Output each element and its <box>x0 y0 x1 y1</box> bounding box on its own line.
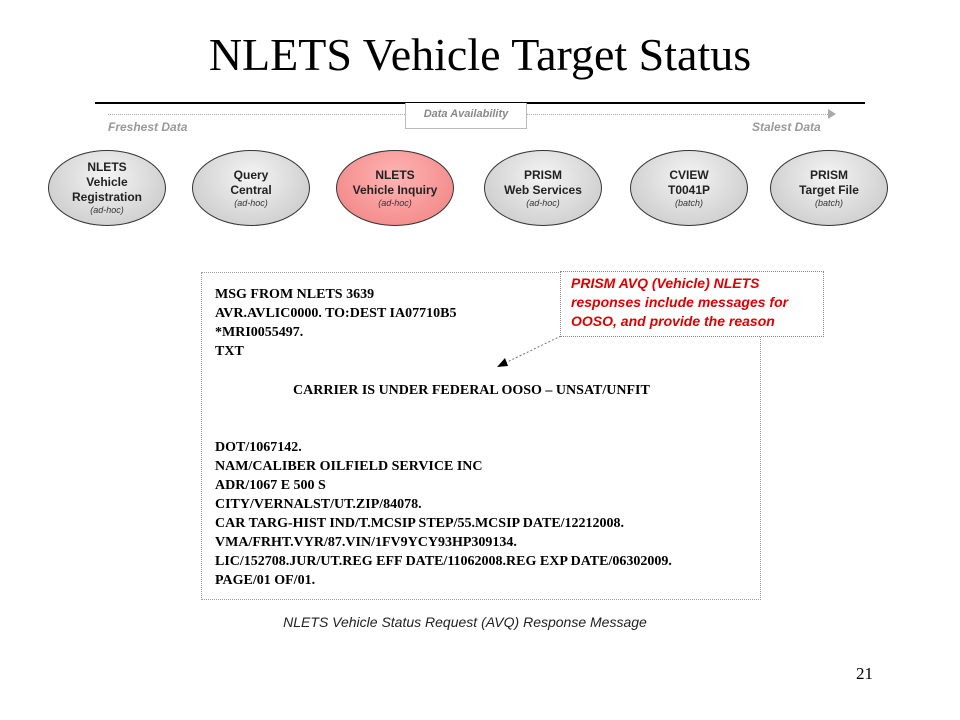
message-body-line: CAR TARG-HIST IND/T.MCSIP STEP/55.MCSIP DATE/12212008. <box>215 516 625 531</box>
slide-title: NLETS Vehicle Target Status <box>208 29 752 80</box>
message-body-line: DOT/1067142. <box>215 440 302 455</box>
stalest-data-label: Stalest Data <box>752 120 821 134</box>
source-frequency: (ad-hoc) <box>378 197 412 208</box>
source-name: PRISM Web Services <box>504 167 582 197</box>
callout-leader-line <box>503 336 561 364</box>
message-body-line: NAM/CALIBER OILFIELD SERVICE INC <box>215 459 483 474</box>
message-body-line: LIC/152708.JUR/UT.REG EFF DATE/11062008.REG EXP DATE/06302009. <box>215 554 672 569</box>
callout-line: OOSO, and provide the reason <box>571 313 775 329</box>
figure-caption: NLETS Vehicle Status Request (AVQ) Response Message <box>283 614 647 630</box>
message-header-line: TXT <box>215 344 244 359</box>
message-body-line: PAGE/01 OF/01. <box>215 573 316 588</box>
source-frequency: (batch) <box>814 197 843 208</box>
source-frequency: (ad-hoc) <box>526 197 560 208</box>
callout-line: responses include messages for <box>571 294 789 310</box>
message-body-line: CITY/VERNALST/UT.ZIP/84078. <box>215 497 422 512</box>
message-header-line: *MRI0055497. <box>215 325 304 340</box>
message-header-line: MSG FROM NLETS 3639 <box>215 287 375 302</box>
source-name: CVIEW T0041P <box>667 167 711 197</box>
source-name: NLETS Vehicle Inquiry <box>352 167 438 197</box>
freshest-data-label: Freshest Data <box>108 120 188 134</box>
message-body-line: VMA/FRHT.VYR/87.VIN/1FV9YCY93HP309134. <box>215 535 517 550</box>
source-name: Query Central <box>230 167 272 197</box>
source-frequency: (batch) <box>674 197 703 208</box>
message-header-line: AVR.AVLIC0000. TO:DEST IA07710B5 <box>215 306 457 321</box>
message-body-line: ADR/1067 E 500 S <box>215 478 326 493</box>
source-name: PRISM Target File <box>799 167 859 197</box>
source-frequency: (ad-hoc) <box>234 197 268 208</box>
data-availability-label: Data Availability <box>423 108 509 120</box>
ooso-alert-line: CARRIER IS UNDER FEDERAL OOSO – UNSAT/UNFIT <box>293 383 650 398</box>
page-number: 21 <box>856 664 873 683</box>
prism-avq-callout <box>560 271 824 337</box>
source-name: NLETS Vehicle Registration <box>71 160 142 204</box>
callout-arrowhead-icon <box>497 358 508 367</box>
callout-line: PRISM AVQ (Vehicle) NLETS <box>571 275 760 291</box>
source-frequency: (ad-hoc) <box>90 205 124 215</box>
